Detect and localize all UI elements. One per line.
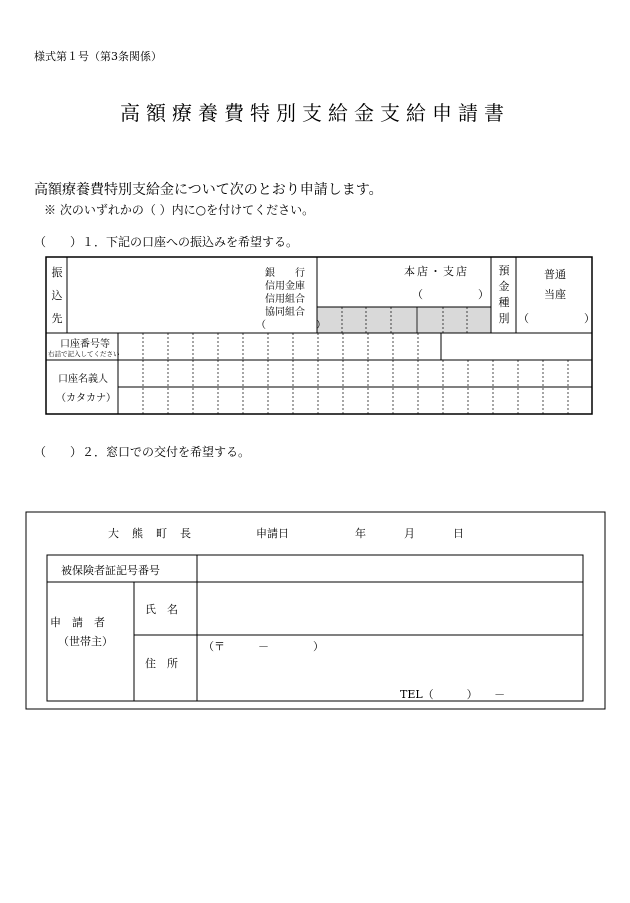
form-number: 様式第１号（第3条関係） [34, 50, 162, 63]
page-title: 高額療養費特別支給金支給申請書 [120, 101, 510, 125]
account-number-label: 口座番号等 [60, 339, 110, 350]
name-label: 氏 名 [145, 603, 178, 616]
bank-type-kyodo: 協同組合 [265, 307, 305, 318]
deposit-type-ordinary: 普通 [544, 268, 566, 281]
furikomi-char-3: 先 [51, 312, 63, 325]
account-number-note: 右詰で記入してください [48, 350, 120, 358]
account-name-note: （カタカナ） [56, 393, 116, 404]
date-day: 日 [453, 527, 464, 540]
branch-label: 本店・支店 [404, 265, 469, 278]
date-month: 月 [404, 527, 415, 540]
intro-statement: 高額療養費特別支給金について次のとおり申請します。 [34, 182, 383, 198]
option-2-label: （ ）２．窓口での交付を希望する。 [34, 445, 251, 459]
deposit-type-current: 当座 [544, 288, 566, 301]
household-label: （世帯主） [58, 635, 113, 648]
address-label: 住 所 [145, 657, 178, 670]
bank-type-shinkumi: 信用組合 [265, 294, 305, 305]
instruction-note: ※ 次のいずれかの（ ）内に○を付けてください。 [44, 203, 315, 217]
branch-name-field[interactable]: （ ） [412, 288, 489, 301]
deposit-char-2: 金 [498, 280, 510, 293]
option-1-label: （ ）１．下記の口座への振込みを希望する。 [34, 235, 299, 249]
applicant-label: 申 請 者 [50, 616, 105, 629]
deposit-char-4: 別 [498, 312, 510, 325]
account-name-label: 口座名義人 [58, 374, 108, 385]
deposit-char-3: 種 [498, 296, 510, 309]
date-label: 申請日 [256, 527, 289, 540]
date-year: 年 [355, 527, 366, 540]
furikomi-char-2: 込 [51, 289, 63, 302]
tel-field[interactable]: TEL（ ） － [400, 688, 506, 701]
deposit-type-field[interactable]: （ ） [518, 312, 595, 325]
bank-type-bank: 銀 行 [265, 268, 305, 279]
bank-type-shinkin: 信用金庫 [265, 281, 305, 292]
insurance-number-label: 被保険者証記号番号 [61, 564, 160, 577]
bank-name-field[interactable]: （ ） [256, 320, 326, 331]
deposit-char-1: 預 [498, 264, 510, 277]
furikomi-char-1: 振 [51, 266, 63, 279]
postal-code-field[interactable]: （〒 － ） [203, 640, 324, 653]
addressee: 大 熊 町 長 [108, 527, 192, 540]
